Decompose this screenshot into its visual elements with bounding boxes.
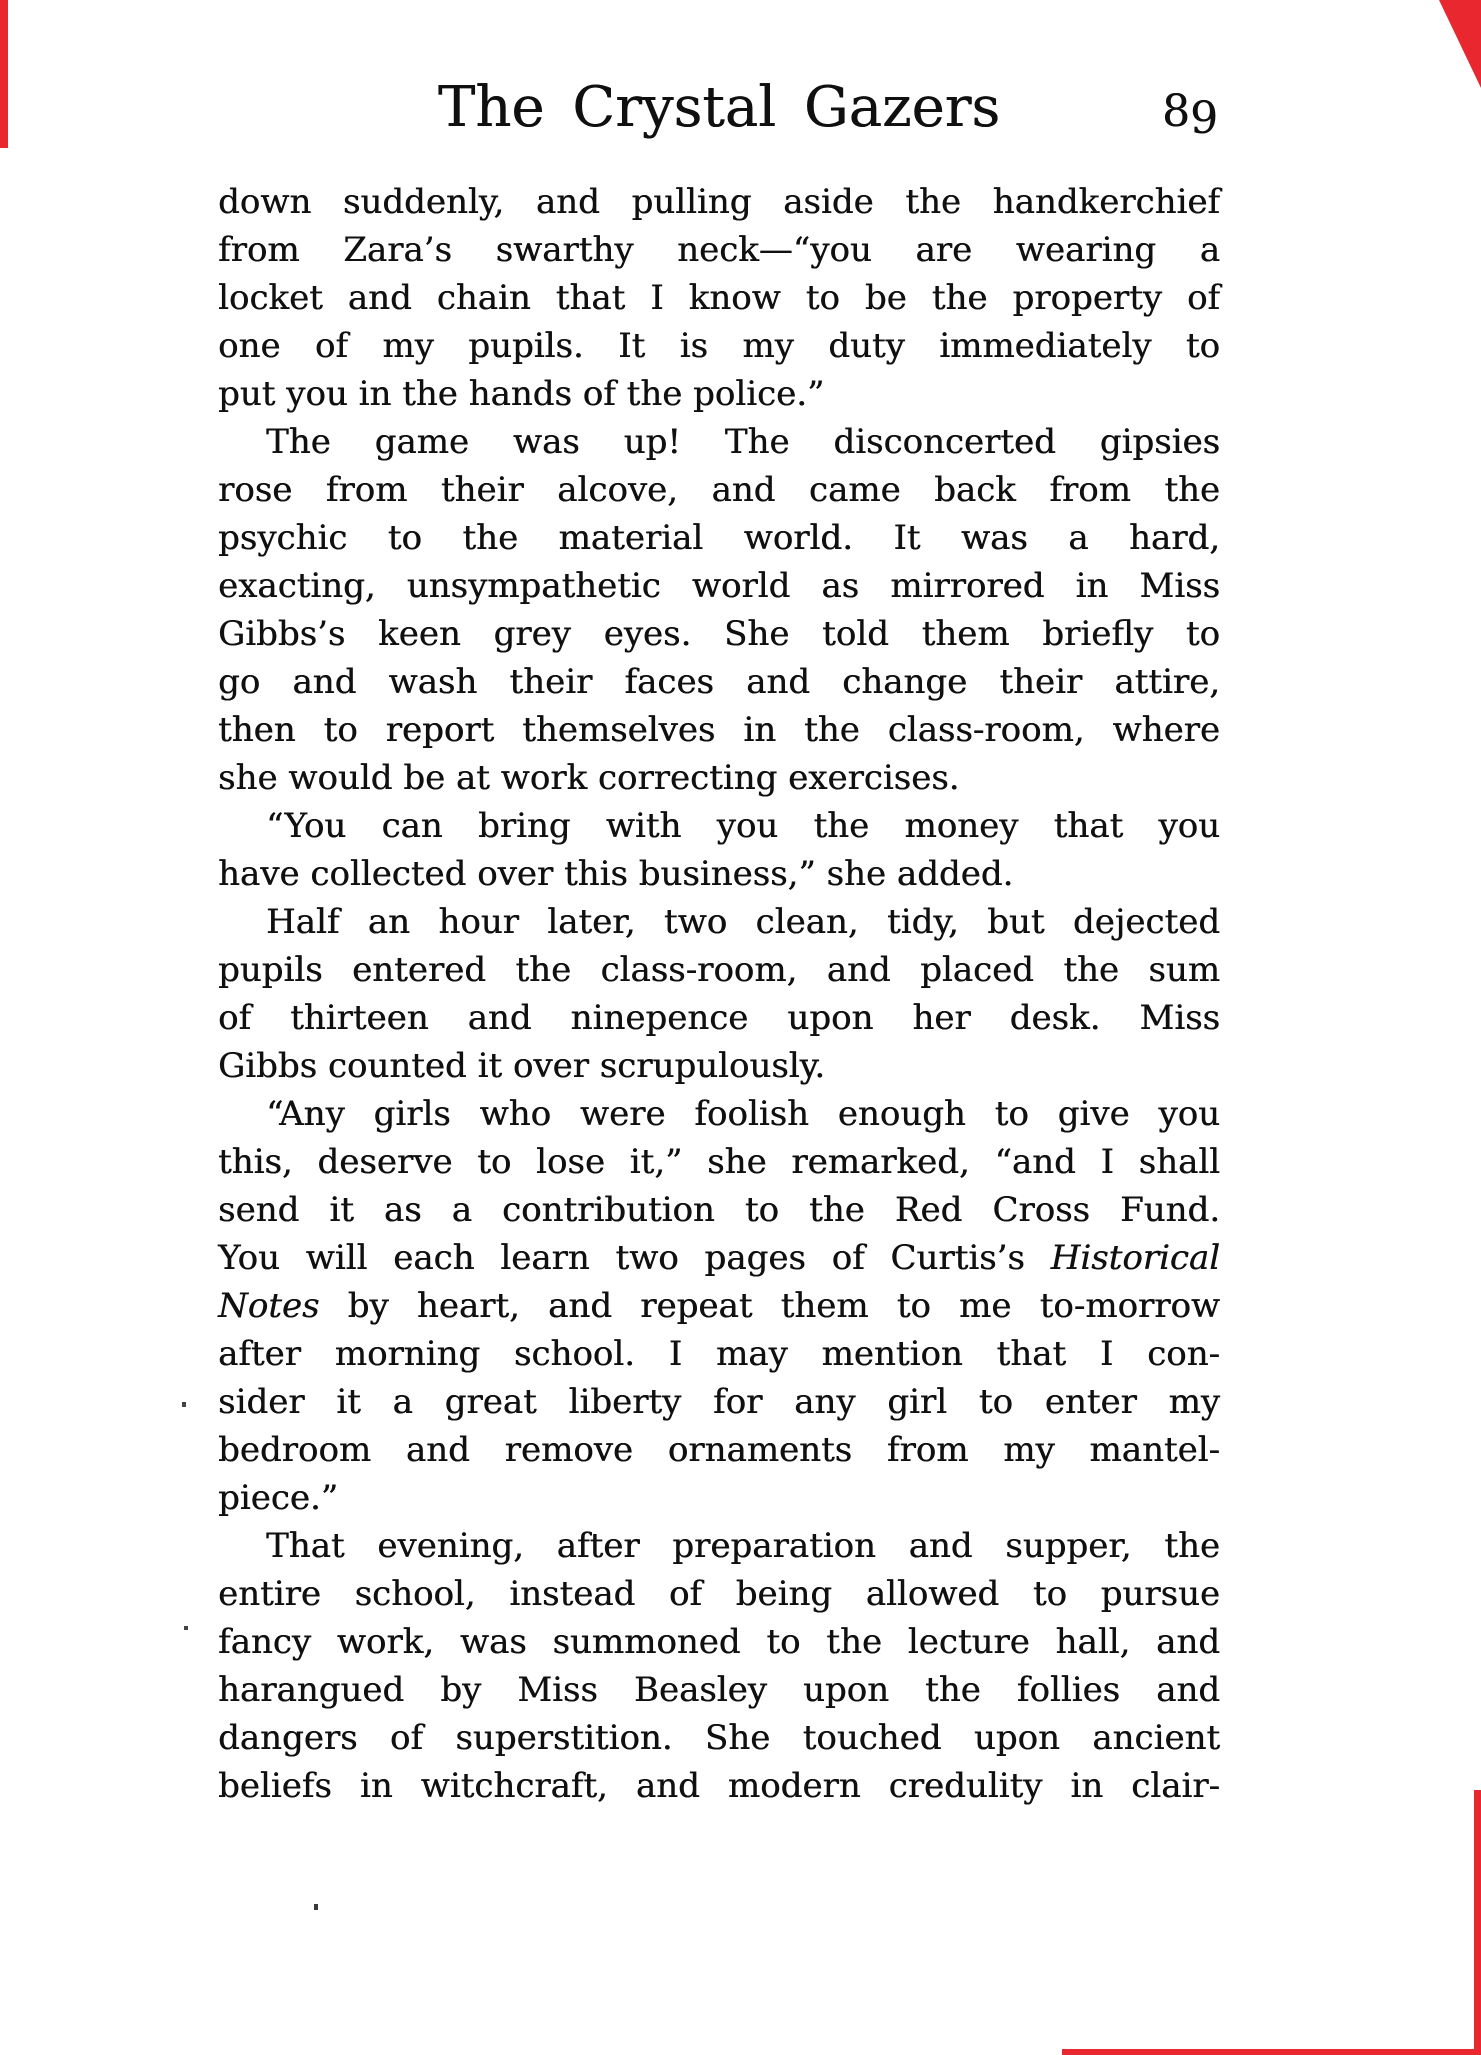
scan-stain-bottom-edge	[1062, 2049, 1481, 2055]
text-segment: then to report themselves in the class-room, where	[218, 710, 1220, 750]
text-line	[218, 370, 1220, 418]
text-segment: exacting, unsympathetic world as mirrored in Miss	[218, 566, 1220, 606]
page-number	[1050, 86, 1218, 144]
text-segment: rose from their alcove, and came back from the	[218, 470, 1220, 510]
text-line	[218, 226, 1220, 274]
text-segment: psychic to the material world. It was a hard,	[218, 518, 1220, 558]
text-line	[218, 754, 1220, 802]
text-line	[218, 1282, 1220, 1330]
text-line	[218, 562, 1220, 610]
page-number-digit: 9	[1190, 93, 1218, 144]
text-line	[218, 1426, 1220, 1474]
text-line	[218, 1234, 1220, 1282]
text-segment: go and wash their faces and change their attire,	[218, 662, 1220, 702]
text-segment: of thirteen and ninepence upon her desk. Miss	[218, 998, 1220, 1038]
text-segment: “Any girls who were foolish enough to give you	[266, 1094, 1220, 1134]
text-line	[218, 1522, 1220, 1570]
text-line	[218, 1378, 1220, 1426]
text-line	[218, 514, 1220, 562]
text-segment: beliefs in witchcraft, and modern credulity in clair-	[218, 1766, 1220, 1806]
text-segment: Gibbs’s keen grey eyes. She told them briefly to	[218, 614, 1220, 654]
text-line	[218, 1474, 1220, 1522]
text-line	[218, 946, 1220, 994]
italic-text: Historical	[1050, 1238, 1220, 1278]
text-segment: That evening, after preparation and supper, the	[266, 1526, 1220, 1566]
text-line	[218, 1666, 1220, 1714]
text-line	[218, 1618, 1220, 1666]
text-segment: put you in the hands of the police.”	[218, 374, 825, 414]
text-segment: from Zara’s swarthy neck—“you are wearing a	[218, 230, 1220, 270]
text-segment: harangued by Miss Beasley upon the follies and	[218, 1670, 1220, 1710]
text-block	[218, 178, 1220, 1810]
text-segment: this, deserve to lose it,” she remarked, “and I shall	[218, 1142, 1220, 1182]
scan-speck-2	[184, 1626, 188, 1630]
text-segment: piece.”	[218, 1478, 339, 1518]
text-line	[218, 1714, 1220, 1762]
text-line	[218, 1090, 1220, 1138]
text-line	[218, 658, 1220, 706]
text-segment: one of my pupils. It is my duty immediately to	[218, 326, 1220, 366]
scan-speck-3	[314, 1904, 318, 1910]
scan-stain-left-top	[0, 0, 8, 148]
page-title: The Crystal Gazers	[437, 75, 1001, 140]
text-segment: bedroom and remove ornaments from my mantel-	[218, 1430, 1220, 1470]
text-line	[218, 274, 1220, 322]
text-line	[218, 1330, 1220, 1378]
text-line	[218, 1570, 1220, 1618]
italic-text: Notes	[218, 1286, 320, 1326]
text-segment: have collected over this business,” she added.	[218, 854, 1014, 894]
text-segment: Half an hour later, two clean, tidy, but dejected	[266, 902, 1220, 942]
text-segment: “You can bring with you the money that you	[266, 806, 1220, 846]
text-line	[218, 994, 1220, 1042]
text-line	[218, 178, 1220, 226]
text-segment: she would be at work correcting exercises.	[218, 758, 960, 798]
text-line	[218, 1042, 1220, 1090]
text-segment: pupils entered the class-room, and placed the sum	[218, 950, 1220, 990]
text-line	[218, 898, 1220, 946]
text-segment: The game was up! The disconcerted gipsies	[266, 422, 1220, 462]
text-line	[218, 610, 1220, 658]
text-line	[218, 322, 1220, 370]
scan-stain-right-bottom	[1474, 1790, 1481, 2055]
text-segment: locket and chain that I know to be the property of	[218, 278, 1220, 318]
scan-speck-1	[182, 1402, 186, 1407]
scan-stain-corner	[1439, 0, 1481, 88]
text-line	[218, 802, 1220, 850]
text-segment: after morning school. I may mention that I con-	[218, 1334, 1220, 1374]
text-segment: fancy work, was summoned to the lecture hall, and	[218, 1622, 1220, 1662]
page-number-digit: 8	[1162, 86, 1190, 137]
text-segment: by heart, and repeat them to me to-morrow	[319, 1286, 1220, 1326]
text-segment: dangers of superstition. She touched upon ancient	[218, 1718, 1220, 1758]
text-segment: down suddenly, and pulling aside the handkerchief	[218, 182, 1220, 222]
text-line	[218, 706, 1220, 754]
text-line	[218, 1186, 1220, 1234]
text-line	[218, 1138, 1220, 1186]
text-segment: entire school, instead of being allowed to pursue	[218, 1574, 1220, 1614]
text-segment: sider it a great liberty for any girl to enter my	[218, 1382, 1220, 1422]
text-segment: send it as a contribution to the Red Cross Fund.	[218, 1190, 1220, 1230]
text-line	[218, 850, 1220, 898]
text-segment: You will each learn two pages of Curtis’s	[218, 1238, 1051, 1278]
text-line	[218, 418, 1220, 466]
text-line	[218, 1762, 1220, 1810]
text-line	[218, 466, 1220, 514]
text-segment: Gibbs counted it over scrupulously.	[218, 1046, 826, 1086]
